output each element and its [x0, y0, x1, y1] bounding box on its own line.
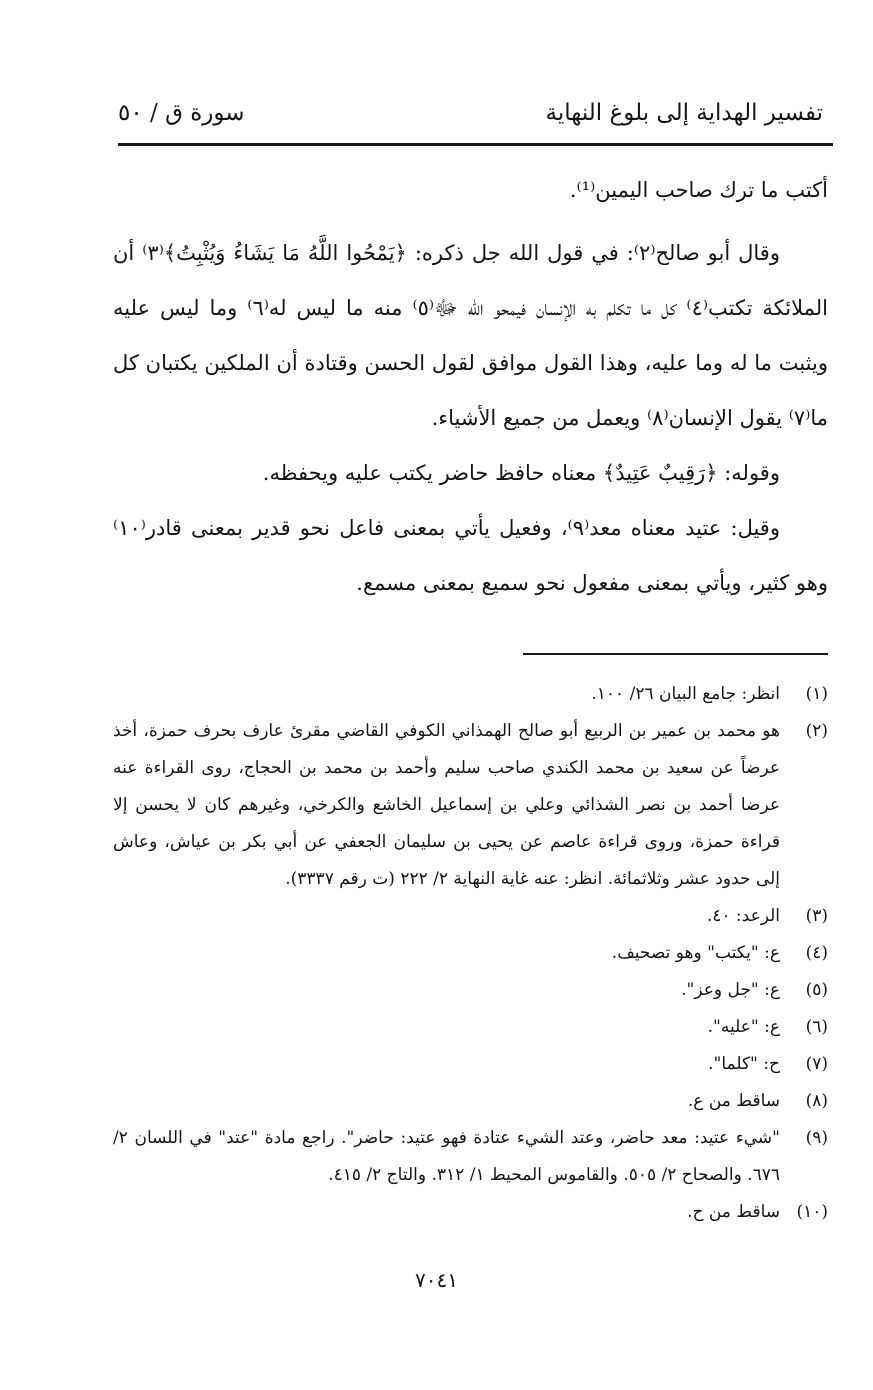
footnote-number: (٨) — [805, 1091, 828, 1111]
header-rule — [118, 143, 833, 146]
footnote-2 — [113, 713, 828, 898]
footnote-4 — [113, 935, 828, 972]
footnote-text: انظر: جامع البيان ٢٦/ ١٠٠. — [591, 684, 780, 704]
footnotes-list — [113, 676, 828, 1231]
paragraph-2: وقال أبو صالح⁽٢⁾: في قول الله جل ذكره: ﴿يَمْحُوا اللَّهُ مَا يَشَاءُ وَيُثْبِتُ﴾⁽٣⁾ أن الملائكة تكتب⁽٤⁾ كل ما تكلم به الإنسان فيمحو الله ﷻ⁽٥⁾ منه ما ليس له⁽٦⁾ وما ليس عليه ويثبت ما له وما عليه، وهذا القول موافق لقول الحسن وقتادة أن الملكين يكتبان كل ما⁽٧⁾ يقول الإنسان⁽٨⁾ ويعمل من جميع الأشياء. — [113, 241, 828, 430]
footnote-number: (١) — [805, 684, 828, 704]
footnote-number: (١٠) — [796, 1202, 828, 1222]
footnote-6 — [113, 1009, 828, 1046]
footnote-text: ع: "عليه". — [707, 1017, 780, 1037]
footnote-number: (٢) — [805, 721, 828, 741]
footnote-separator — [523, 653, 828, 655]
footnote-text: الرعد: ٤٠. — [706, 906, 780, 926]
footnote-1 — [113, 676, 828, 713]
footnote-text: ساقط من ح. — [687, 1202, 780, 1222]
main-text — [113, 163, 828, 611]
footnote-number: (٧) — [805, 1054, 828, 1074]
footnote-text: ع: "يكتب" وهو تصحيف. — [611, 943, 780, 963]
page-number: ٧٠٤١ — [415, 1268, 458, 1292]
paragraph-1: أكتب ما ترك صاحب اليمين⁽¹⁾. — [569, 178, 828, 202]
paragraph-3: وقوله: ﴿رَقِيبٌ عَتِيدٌ﴾ معناه حافظ حاضر يكتب عليه ويحفظه. — [262, 461, 780, 485]
footnote-text: ع: "جل وعز". — [681, 980, 780, 1000]
footnote-number: (٤) — [805, 943, 828, 963]
footnote-text: "شيء عتيد: معد حاضر، وعتد الشيء عتادة فهو عتيد: حاضر". راجع مادة "عتد" في اللسان ٢/ ٦٧٦. والصحاح ٢/ ٥٠٥. والقاموس المحيط ١/ ٣١٢. والتاج ٢/ ٤١٥. — [113, 1128, 780, 1185]
footnote-text: ح: "كلما". — [708, 1054, 780, 1074]
footnote-8 — [113, 1083, 828, 1120]
footnote-number: (٣) — [805, 906, 828, 926]
footnote-number: (٦) — [805, 1017, 828, 1037]
footnote-5 — [113, 972, 828, 1009]
footnote-number: (٩) — [805, 1128, 828, 1148]
paragraph-4: وقيل: عتيد معناه معد⁽٩⁾، وفعيل يأتي بمعنى فاعل نحو قدير بمعنى قادر⁽١٠⁾ وهو كثير، ويأتي بمعنى مفعول نحو سميع بمعنى مسمع. — [113, 516, 828, 595]
footnote-text: ساقط من ع. — [687, 1091, 780, 1111]
footnote-7 — [113, 1046, 828, 1083]
footnote-text: هو محمد بن عمير بن الربيع أبو صالح الهمذاني الكوفي القاضي مقرئ عارف بحرف حمزة، أخذ عرضاً عن سعيد بن محمد الكندي صاحب سليم وأحمد بن محمد بن الحجاج، روى القراءة عنه عرضا أحمد بن نصر الشذائي وعلي بن إسماعيل الخاشع والكرخي، وغيرهم كان لا يحسن إلا قراءة حمزة، وروى قراءة عاصم عن يحيى بن سليمان الجعفي عن أبي بكر بن عياش، وعاش إلى حدود عشر وثلاثمائة. انظر: عنه غاية النهاية ٢/ ٢٢٢ (ت رقم ٣٣٣٧). — [113, 721, 780, 889]
running-header-surah: سورة ق / ٥٠ — [118, 100, 245, 126]
running-header-book-title: تفسير الهداية إلى بلوغ النهاية — [545, 100, 823, 126]
footnote-9 — [113, 1120, 828, 1194]
footnote-10 — [113, 1194, 828, 1231]
footnote-3 — [113, 898, 828, 935]
footnote-number: (٥) — [805, 980, 828, 1000]
